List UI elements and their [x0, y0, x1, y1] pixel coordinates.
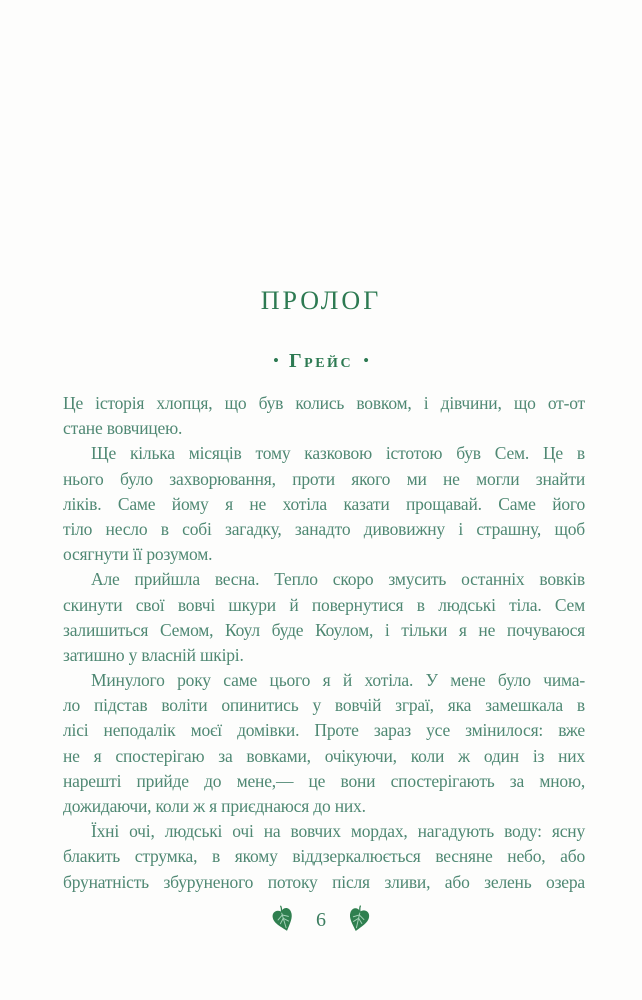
chapter-title: ПРОЛОГ	[260, 286, 382, 315]
text-line: ло підстав воліти опинитись у вовчій зграї, яка замешкала в	[63, 695, 585, 716]
body-text	[63, 391, 585, 895]
text-line: Їхні очі, людські очі на вовчих мордах, нагадують воду: ясну	[91, 821, 585, 842]
section-heading	[0, 350, 642, 373]
text-line: стане вовчицею.	[63, 418, 183, 439]
text-line: брунатність збуруненого потоку після зливи, або зелень озера	[63, 871, 585, 892]
text-line: Це історія хлопця, що був колись вовком, і дівчини, що от-от	[63, 393, 585, 413]
text-line: нарешті прийде до мене,— це вони спостерігають за мною,	[63, 770, 585, 791]
leaf-ornament-left-icon	[266, 902, 301, 939]
text-line: Але прийшла весна. Тепло скоро змусить останніх вовків	[91, 569, 585, 590]
leaf-ornament-right-icon	[342, 902, 375, 938]
text-line: Минулого року саме цього я й хотіла. У мене було чима-	[91, 670, 585, 691]
page-number: 6	[316, 908, 326, 931]
text-line: скинути свої вовчі шкури й повернутися в людські тіла. Сем	[63, 594, 585, 615]
text-line: тіло несло в собі загадку, занадто дивовижну і страшну, щоб	[63, 518, 585, 539]
text-line: ліків. Саме йому я не хотіла казати прощавай. Саме його	[63, 493, 585, 514]
text-line: осягнути її розумом.	[63, 544, 213, 565]
text-line: затишно у власній шкірі.	[63, 644, 244, 665]
text-line: дожидаючи, коли ж я приєднаюся до них.	[63, 796, 366, 816]
section-heading-name: Грейс	[288, 350, 354, 372]
text-line: не я спостерігаю за вовками, очікуючи, коли ж один із них	[63, 745, 585, 766]
heading-right-bullet-ornament: •	[363, 351, 370, 370]
text-line: Ще кілька місяців тому казковою істотою був Сем. Це в	[91, 443, 585, 464]
text-line: нього було захворювання, проти якого ми не могли знайти	[63, 468, 585, 489]
heading-left-bullet-ornament: •	[272, 351, 279, 370]
page-footer	[0, 901, 642, 939]
text-line: залишиться Семом, Коул буде Коулом, і тільки я не почуваюся	[63, 619, 585, 640]
text-line: блакить струмка, в якому віддзеркалюється весняне небо, або	[63, 846, 585, 867]
text-line: лісі неподалік моєї домівки. Проте зараз усе змінилося: вже	[63, 720, 585, 741]
